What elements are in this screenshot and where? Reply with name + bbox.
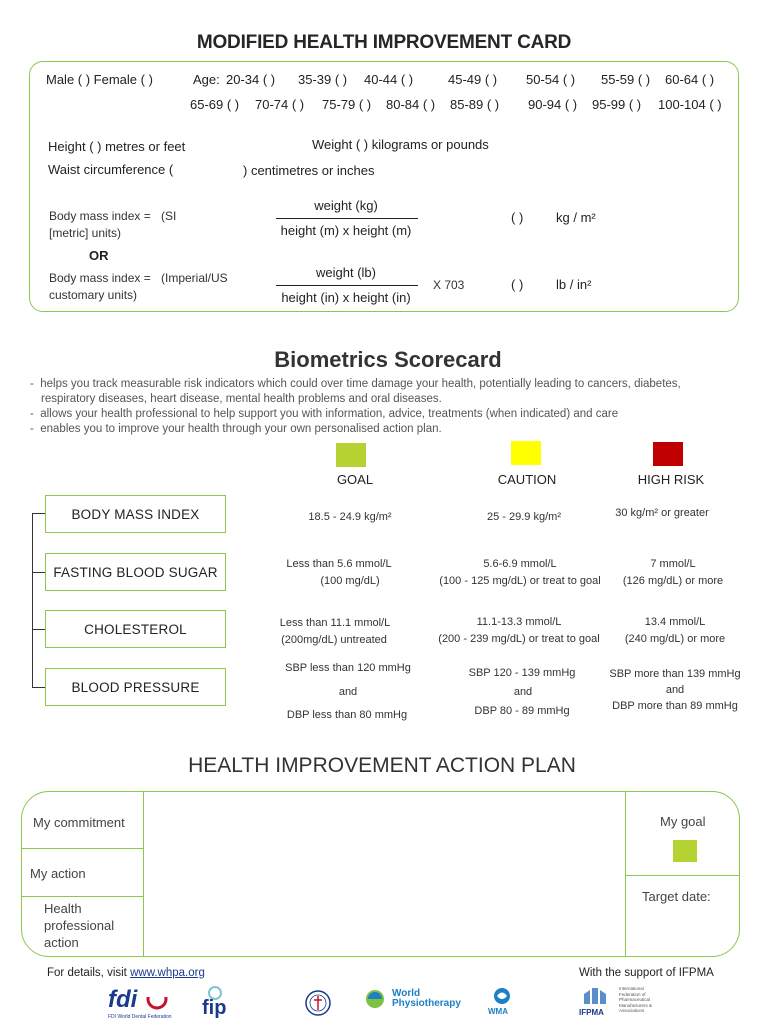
age-option[interactable]: 70-74 ( ) — [255, 97, 305, 112]
scorecard-bullet-1: - helps you track measurable risk indicators which could over time damage your health, potentially leading to cancers, diabetes, — [30, 378, 681, 390]
fbs-goal-2: (100 mg/dL) — [320, 575, 380, 587]
bullet-text: enables you to improve your health through your own personalised action plan. — [40, 423, 442, 435]
scorecard-bullet-2: - allows your health professional to help support you with information, advice, treatments (when indicated) and care — [30, 408, 619, 420]
ifpma-text: IFPMA — [579, 1008, 604, 1017]
bracket-tick — [32, 629, 45, 630]
wma-emblem-icon — [491, 986, 513, 1006]
fdi-logo — [108, 986, 172, 1020]
bmi-us-units-b: customary units) — [49, 288, 138, 302]
ifpma-subtitle-line: Associations — [619, 1008, 645, 1013]
bmi-high-risk: 30 kg/m² or greater — [615, 507, 709, 519]
bp-goal-1: SBP less than 120 mmHg — [285, 662, 411, 674]
plan-row-divider — [21, 848, 143, 849]
fbs-caution-2: (100 - 125 mg/dL) or treat to goal — [439, 575, 601, 587]
bmi-us-unit: lb / in² — [556, 277, 592, 292]
whpa-link[interactable]: www.whpa.org — [130, 967, 205, 979]
ifpma-emblem-icon — [582, 986, 612, 1006]
plan-health-professional-action: Health professional action — [44, 901, 115, 950]
plan-my-action: My action — [30, 866, 86, 881]
bmi-us-denominator: height (in) x height (in) — [281, 290, 411, 305]
plan-my-goal: My goal — [660, 814, 706, 829]
bmi-us-multiplier: X 703 — [433, 278, 465, 292]
plan-divider-left — [143, 791, 144, 957]
caution-swatch — [511, 441, 541, 465]
age-option[interactable]: 35-39 ( ) — [298, 72, 348, 87]
bmi-us-fraction-line — [276, 285, 418, 286]
bmi-si-unit: kg / m² — [556, 210, 596, 225]
plan-divider-right — [625, 791, 626, 957]
bmi-si-units-b: [metric] units) — [49, 226, 122, 240]
wma-text: WMA — [488, 1007, 508, 1016]
bp-risk-2: and — [665, 684, 685, 696]
fdi-smile-icon — [146, 988, 168, 1010]
plan-goal-divider — [625, 875, 740, 876]
metric-cholesterol: CHOLESTEROL — [45, 610, 226, 648]
fbs-goal-1: Less than 5.6 mmol/L — [286, 558, 392, 570]
height-field[interactable]: Height ( ) metres or feet — [48, 139, 186, 154]
bmi-si-denominator: height (m) x height (m) — [280, 223, 412, 238]
age-option[interactable]: 65-69 ( ) — [190, 97, 240, 112]
age-option[interactable]: 40-44 ( ) — [364, 72, 414, 87]
age-option[interactable]: 45-49 ( ) — [448, 72, 498, 87]
bmi-us-label: Body mass index = — [49, 271, 151, 285]
ifpma-subtitle-line: International — [619, 986, 644, 991]
bp-goal-2: and — [338, 686, 358, 698]
chol-risk-1: 13.4 mmol/L — [644, 616, 706, 628]
fbs-risk-2: (126 mg/dL) or more — [622, 575, 724, 587]
bp-risk-3: DBP more than 89 mmHg — [612, 700, 738, 712]
age-option[interactable]: 90-94 ( ) — [528, 97, 578, 112]
bp-caution-2: and — [513, 686, 533, 698]
caution-header: CAUTION — [497, 472, 557, 487]
ifpma-subtitle-line: Manufacturers & — [619, 1002, 653, 1008]
bmi-goal: 18.5 - 24.9 kg/m² — [308, 511, 392, 523]
fbs-caution-1: 5.6-6.9 mmol/L — [483, 558, 557, 570]
footer-details-prefix: For details, visit — [47, 967, 131, 979]
bracket-tick — [32, 572, 45, 573]
bp-caution-1: SBP 120 - 139 mmHg — [468, 667, 576, 679]
plan-target-date: Target date: — [642, 889, 711, 904]
world-physiotherapy-icon — [364, 988, 386, 1010]
chol-goal-1: Less than 11.1 mmol/L — [279, 617, 391, 629]
age-option[interactable]: 80-84 ( ) — [386, 97, 436, 112]
plan-row-divider — [21, 896, 143, 897]
chol-caution-1: 11.1-13.3 mmol/L — [476, 616, 562, 628]
bmi-us-numerator: weight (lb) — [316, 265, 376, 280]
bp-goal-3: DBP less than 80 mmHg — [286, 709, 408, 721]
age-option[interactable]: 85-89 ( ) — [450, 97, 500, 112]
goal-swatch — [336, 443, 366, 467]
age-option[interactable]: 20-34 ( ) — [226, 72, 276, 87]
bmi-caution: 25 - 29.9 kg/m² — [487, 511, 561, 523]
high-risk-swatch — [653, 442, 683, 466]
waist-field-label[interactable]: Waist circumference ( — [48, 162, 174, 177]
metric-blood-pressure: BLOOD PRESSURE — [45, 668, 226, 706]
metric-bmi: BODY MASS INDEX — [45, 495, 226, 533]
organization-seal-icon — [304, 988, 332, 1018]
action-plan-title: HEALTH IMPROVEMENT ACTION PLAN — [188, 754, 576, 777]
scorecard-bullet-1-cont: respiratory diseases, heart disease, mental health problems and oral diseases. — [41, 393, 442, 405]
ifpma-subtitle-line: Pharmaceutical — [619, 997, 651, 1002]
fip-logo-text: fip — [202, 997, 227, 1019]
age-option[interactable]: 60-64 ( ) — [665, 72, 715, 87]
goal-header: GOAL — [336, 472, 374, 487]
plan-goal-swatch — [673, 840, 697, 862]
fdi-subtitle: FDI World Dental Federation — [108, 1014, 172, 1020]
bullet-text: allows your health professional to help support you with information, advice, treatments (when indicated) and care — [40, 408, 619, 420]
chol-risk-2: (240 mg/dL) or more — [624, 633, 726, 645]
bmi-or: OR — [89, 248, 109, 263]
metrics-bracket — [32, 513, 33, 687]
age-label: Age: — [193, 72, 220, 87]
ifpma-subtitle — [619, 986, 652, 1014]
wp-text-a: World — [392, 988, 421, 999]
footer-support: With the support of IFPMA — [579, 967, 714, 979]
chol-goal-2: (200mg/dL) untreated — [281, 634, 387, 646]
bullet-text: helps you track measurable risk indicators which could over time damage your health, potentially leading to cancers, diabetes, — [40, 378, 681, 390]
age-option[interactable]: 100-104 ( ) — [658, 97, 722, 112]
fdi-logo-text: fdi — [108, 986, 138, 1013]
age-option[interactable]: 75-79 ( ) — [322, 97, 372, 112]
chol-caution-2: (200 - 239 mg/dL) or treat to goal — [438, 633, 600, 645]
bmi-us-blank[interactable]: ( ) — [511, 277, 524, 292]
bp-caution-3: DBP 80 - 89 mmHg — [474, 705, 570, 717]
bmi-si-fraction-line — [276, 218, 418, 219]
bracket-tick — [32, 687, 45, 688]
scorecard-bullet-3: - enables you to improve your health through your own personalised action plan. — [30, 423, 442, 435]
bmi-si-numerator: weight (kg) — [314, 198, 378, 213]
ifpma-subtitle-line: Federation of — [619, 991, 646, 997]
bmi-si-label: Body mass index = — [49, 209, 151, 223]
wp-text-b: Physiotherapy — [392, 998, 461, 1009]
age-option[interactable]: 55-59 ( ) — [601, 72, 651, 87]
age-option[interactable]: 95-99 ( ) — [592, 97, 642, 112]
bmi-us-units-a: (Imperial/US — [161, 271, 228, 285]
gender-options[interactable]: Male ( ) Female ( ) — [46, 72, 153, 87]
metric-fasting-blood-sugar: FASTING BLOOD SUGAR — [45, 553, 226, 591]
card-title: MODIFIED HEALTH IMPROVEMENT CARD — [196, 32, 572, 53]
bmi-si-units-a: (SI — [161, 209, 177, 223]
bp-risk-1: SBP more than 139 mmHg — [609, 668, 741, 680]
age-option[interactable]: 50-54 ( ) — [526, 72, 576, 87]
high-risk-header: HIGH RISK — [637, 472, 705, 487]
footer-details — [47, 967, 205, 979]
fbs-risk-1: 7 mmol/L — [650, 558, 696, 570]
plan-my-commitment: My commitment — [33, 815, 125, 830]
waist-field-unit: ) centimetres or inches — [243, 163, 375, 178]
bmi-si-blank[interactable]: ( ) — [511, 210, 524, 225]
weight-field[interactable]: Weight ( ) kilograms or pounds — [312, 137, 489, 152]
scorecard-title: Biometrics Scorecard — [274, 347, 502, 372]
bracket-tick — [32, 513, 45, 514]
